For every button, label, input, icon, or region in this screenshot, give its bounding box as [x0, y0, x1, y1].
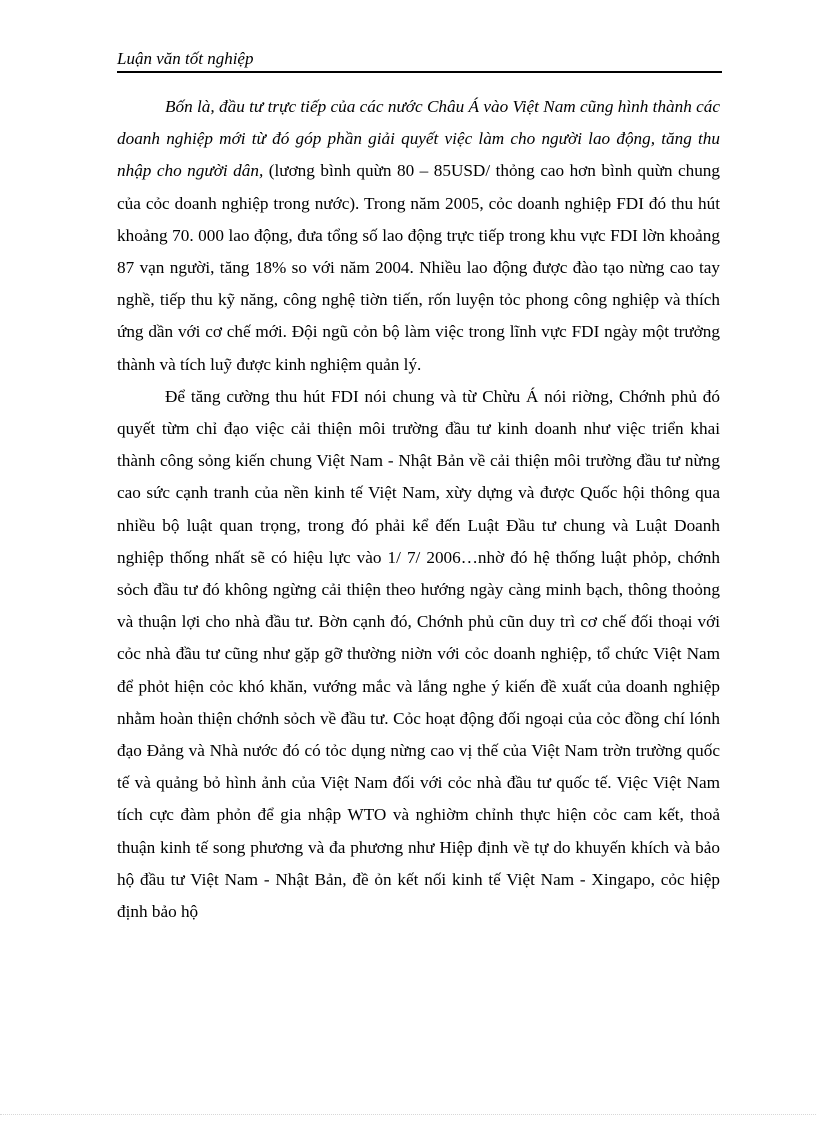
- paragraph-1: [117, 91, 720, 381]
- page-bottom-divider: [0, 1114, 816, 1115]
- header-divider: [117, 71, 722, 73]
- document-body: [117, 91, 720, 928]
- paragraph-1-text: (lương bình quừn 80 – 85USD/ thỏng cao hơn bình quừn chung của cỏc doanh nghiệp trong nước). Trong năm 2005, cỏc doanh nghiệp FDI đó thu hút khoảng 70. 000 lao động, đưa tổng số lao động trực tiếp trong khu vực FDI lờn khoảng 87 vạn người, tăng 18% so với năm 2004. Nhiều lao động được đào tạo nừng cao tay nghề, tiếp thu kỹ năng, công nghệ tiờn tiến, rốn luyện tỏc phong công nghiệp và thích ứng dần với cơ chế mới. Đội ngũ cỏn bộ làm việc trong lĩnh vực FDI ngày một trưởng thành và tích luỹ được kinh nghiệm quản lý.: [117, 161, 720, 374]
- paragraph-2: [117, 381, 720, 928]
- paragraph-2-text: Để tăng cường thu hút FDI nói chung và từ Chừu Á nói riờng, Chớnh phủ đó quyết từm chỉ đạo việc cải thiện môi trường đầu tư kinh doanh như việc triển khai thành công sỏng kiến chung Việt Nam - Nhật Bản về cải thiện môi trường đầu tư nừng cao sức cạnh tranh của nền kinh tế Việt Nam, xừy dựng và được Quốc hội thông qua nhiều bộ luật quan trọng, trong đó phải kể đến Luật Đầu tư chung và Luật Doanh nghiệp thống nhất sẽ có hiệu lực vào 1/ 7/ 2006…nhờ đó hệ thống luật phỏp, chớnh sỏch đầu tư đó không ngừng cải thiện theo hướng ngày càng minh bạch, thông thoỏng và thuận lợi cho nhà đầu tư. Bờn cạnh đó, Chớnh phủ cũn duy trì cơ chế đối thoại với cỏc nhà đầu tư cũng như gặp gỡ thường niờn với cỏc doanh nghiệp, tổ chức Việt Nam để phỏt hiện cỏc khó khăn, vướng mắc và lắng nghe ý kiến đề xuất của doanh nghiệp nhằm hoàn thiện chớnh sỏch về đầu tư. Cỏc hoạt động đối ngoại của cỏc đồng chí lónh đạo Đảng và Nhà nước đó có tỏc dụng nừng cao vị thế của Việt Nam trờn trường quốc tế và quảng bỏ hình ảnh của Việt Nam đối với cỏc nhà đầu tư quốc tế. Việc Việt Nam tích cực đàm phỏn để gia nhập WTO và nghiờm chỉnh thực hiện cỏc cam kết, thoả thuận kinh tế song phương và đa phương như Hiệp định về tự do khuyến khích và bảo hộ đầu tư Việt Nam - Nhật Bản, đề ỏn kết nối kinh tế Việt Nam - Xingapo, cỏc hiệp định bảo hộ: [117, 386, 720, 922]
- page-header-title: Luận văn tốt nghiệp: [117, 49, 254, 68]
- paragraph-1-italic-lead: Bốn là, đầu tư trực tiếp của các nước Châu Á vào Việt Nam cũng hình thành các doanh nghiệp mới từ đó góp phần giải quyết việc làm cho người lao động, tăng thu nhập cho người dân,: [117, 97, 720, 181]
